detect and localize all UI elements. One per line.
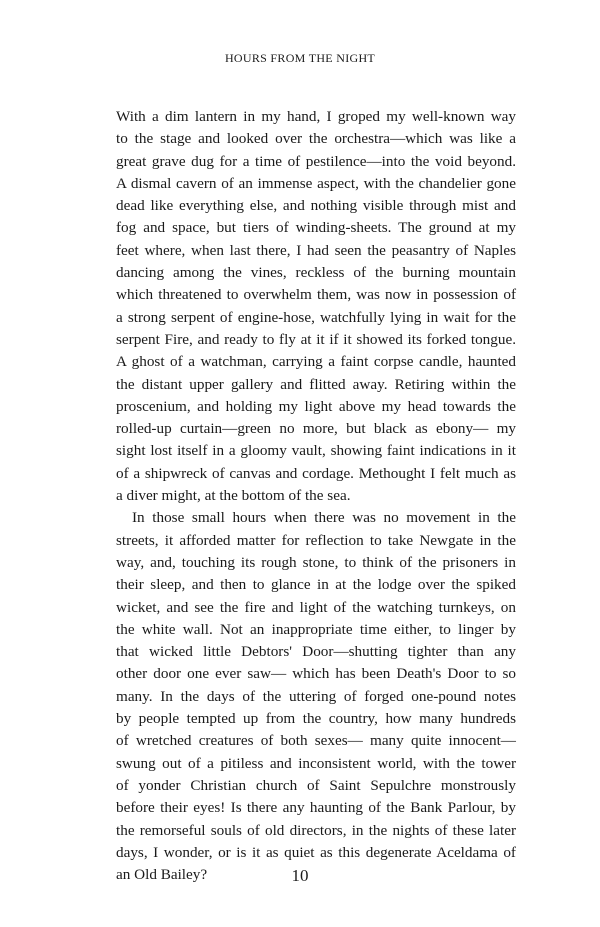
text-line: other door one ever saw— which has been Death's Door to so — [116, 665, 516, 683]
text-line: the white wall. Not an inappropriate time either, to linger by — [116, 620, 516, 638]
text-line: by people tempted up from the country, how many hundreds — [116, 710, 516, 728]
text-line: sight lost itself in a gloomy vault, showing faint indications in it — [116, 442, 516, 460]
body-text — [116, 106, 516, 886]
text-line: A ghost of a watchman, carrying a faint corpse candle, haunted — [116, 353, 516, 371]
text-line: swung out of a pitiless and inconsistent world, with the tower — [116, 754, 516, 772]
text-line: great grave dug for a time of pestilence—into the void beyond. — [116, 152, 516, 170]
text-line: dancing among the vines, reckless of the burning mountain — [116, 264, 516, 282]
text-line: a strong serpent of engine-hose, watchfully lying in wait for the — [116, 308, 516, 326]
text-line: In those small hours when there was no movement in the — [132, 509, 516, 527]
text-line: dead like everything else, and nothing visible through mist and — [116, 197, 516, 215]
text-line: before their eyes! Is there any haunting of the Bank Parlour, by — [116, 799, 516, 817]
text-line: wicket, and see the fire and light of the watching turnkeys, on — [116, 598, 516, 616]
text-line: streets, it afforded matter for reflection to take Newgate in the — [116, 531, 516, 549]
text-line: rolled-up curtain—green no more, but black as ebony— my — [116, 420, 516, 438]
text-line: their sleep, and then to glance in at the lodge over the spiked — [116, 576, 516, 594]
text-line: a diver might, at the bottom of the sea. — [116, 487, 351, 505]
text-line: of a shipwreck of canvas and cordage. Methought I felt much as — [116, 464, 516, 482]
text-line: feet where, when last there, I had seen the peasantry of Naples — [116, 241, 516, 259]
text-line: days, I wonder, or is it as quiet as this degenerate Aceldama of — [116, 843, 516, 861]
running-head: HOURS FROM THE NIGHT — [224, 51, 376, 65]
text-line: many. In the days of the uttering of forged one-pound notes — [116, 687, 516, 705]
text-line: the distant upper gallery and flitted away. Retiring within the — [116, 375, 516, 393]
page-number: 10 — [291, 866, 309, 885]
text-line: the remorseful souls of old directors, in the nights of these later — [116, 821, 516, 839]
text-line: an Old Bailey? — [116, 866, 208, 884]
text-line: which threatened to overwhelm them, was now in possession of — [116, 286, 516, 304]
text-line: A dismal cavern of an immense aspect, with the chandelier gone — [116, 174, 516, 192]
text-line: to the stage and looked over the orchestra—which was like a — [116, 130, 516, 148]
paragraph-2 — [116, 507, 516, 886]
paragraph-1 — [116, 106, 516, 507]
text-line: serpent Fire, and ready to fly at it if it showed its forked tongue. — [116, 330, 516, 348]
text-line: fog and space, but tiers of winding-sheets. The ground at my — [116, 219, 516, 237]
text-line: of yonder Christian church of Saint Sepulchre monstrously — [116, 776, 516, 794]
text-line: that wicked little Debtors' Door—shutting tighter than any — [116, 643, 516, 661]
text-line: proscenium, and holding my light above my head towards the — [116, 397, 516, 415]
text-line: of wretched creatures of both sexes— many quite innocent— — [116, 732, 516, 750]
text-line: way, and, touching its rough stone, to think of the prisoners in — [116, 553, 516, 571]
text-line: With a dim lantern in my hand, I groped my well-known way — [116, 108, 516, 125]
